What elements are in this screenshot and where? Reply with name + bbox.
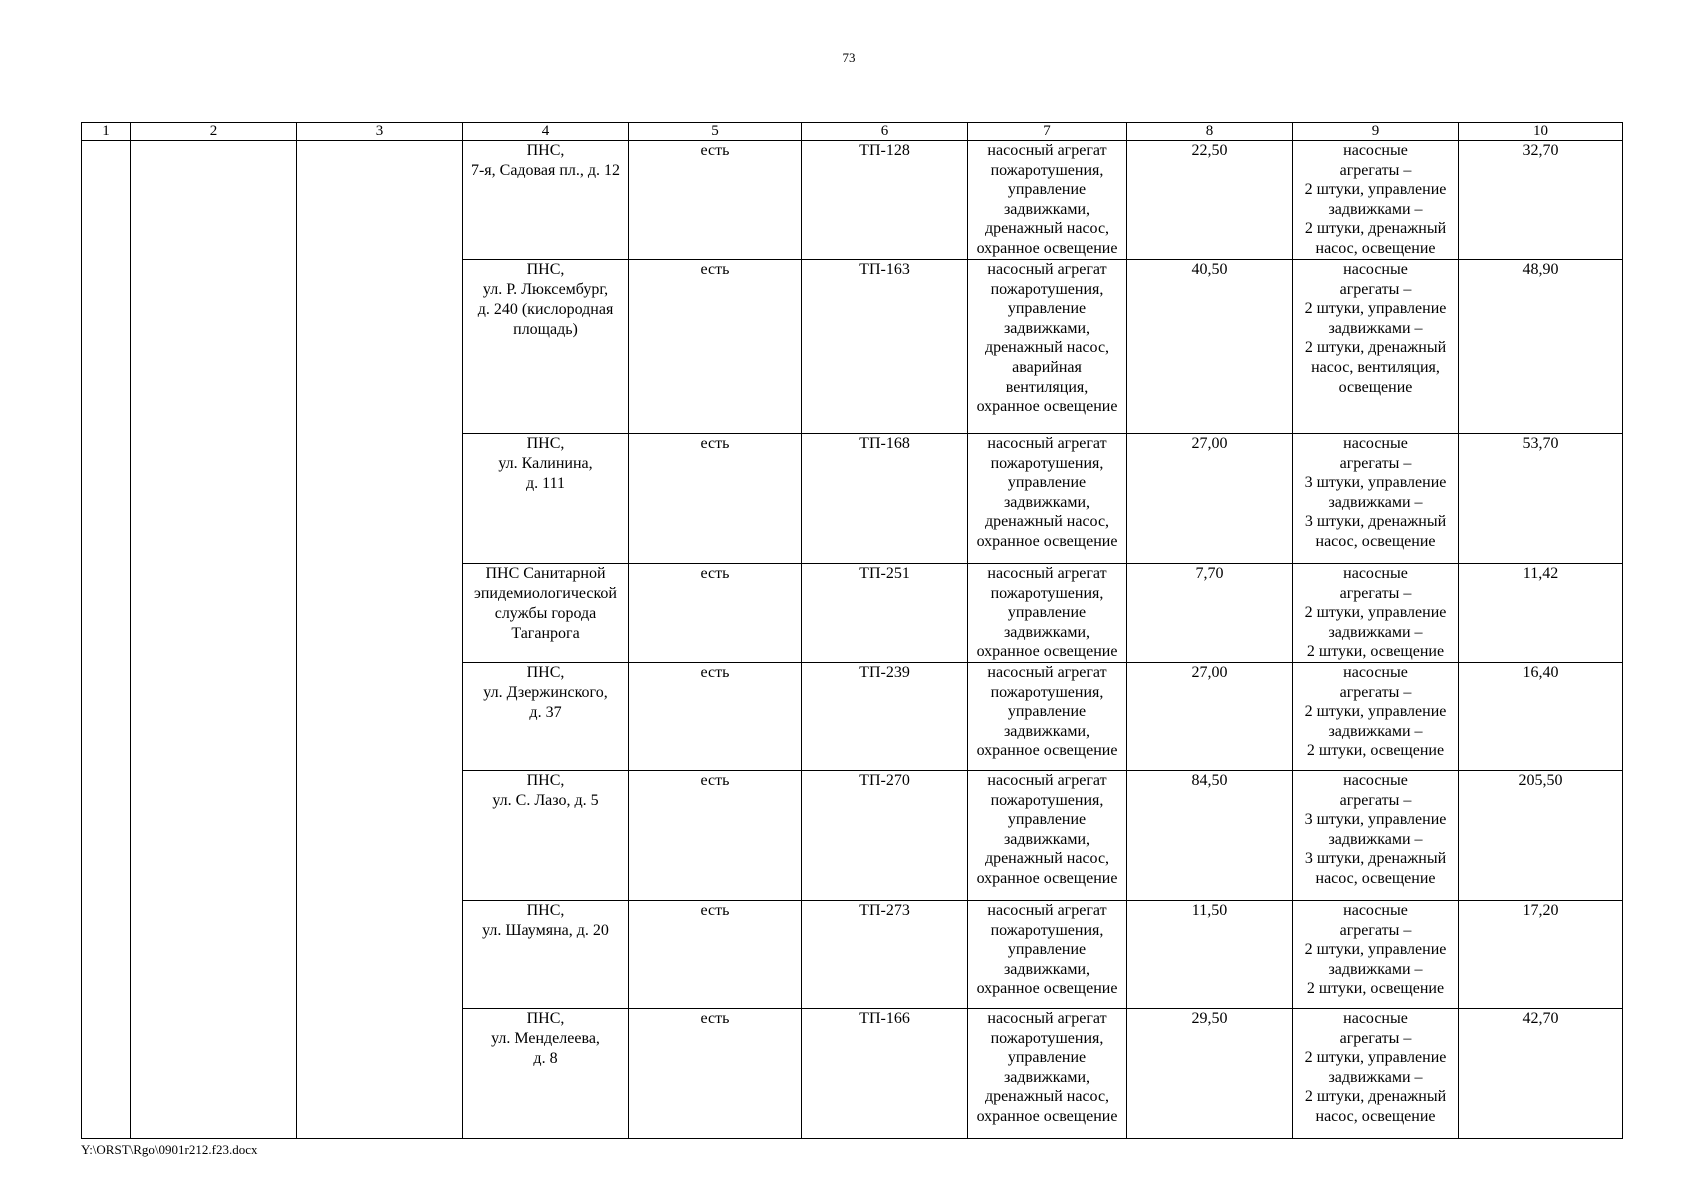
- column-header: 1: [82, 123, 131, 141]
- cell-substation: ТП-128: [802, 141, 968, 260]
- cell-power-1: 27,00: [1127, 663, 1293, 771]
- cell-object: ПНС, 7-я, Садовая пл., д. 12: [463, 141, 629, 260]
- header-row: [82, 123, 1623, 141]
- cell-consumers: насосный агрегат пожаротушения, управление задвижками, дренажный насос, охранное освещение: [968, 1009, 1127, 1139]
- cell-consumers: насосный агрегат пожаротушения, управление задвижками, охранное освещение: [968, 663, 1127, 771]
- cell-substation: ТП-168: [802, 434, 968, 564]
- cell-power-1: 11,50: [1127, 901, 1293, 1009]
- column-header: 7: [968, 123, 1127, 141]
- cell-substation: ТП-239: [802, 663, 968, 771]
- column-header: 8: [1127, 123, 1293, 141]
- cell-power-2: 205,50: [1459, 771, 1623, 901]
- equipment-table: [81, 122, 1623, 1139]
- cell-consumers: насосный агрегат пожаротушения, управление задвижками, дренажный насос, аварийная вентиляция, охранное освещение: [968, 260, 1127, 434]
- cell-power-1: 84,50: [1127, 771, 1293, 901]
- cell-power-2: 48,90: [1459, 260, 1623, 434]
- cell-object: ПНС, ул. Дзержинского, д. 37: [463, 663, 629, 771]
- cell-power-2: 16,40: [1459, 663, 1623, 771]
- cell-power-1: 7,70: [1127, 564, 1293, 663]
- cell-power-2: 17,20: [1459, 901, 1623, 1009]
- cell-object: ПНС, ул. Шаумяна, д. 20: [463, 901, 629, 1009]
- cell-power-1: 22,50: [1127, 141, 1293, 260]
- cell-col-1: [82, 141, 131, 1139]
- column-header: 6: [802, 123, 968, 141]
- cell-present: есть: [629, 434, 802, 564]
- cell-object: ПНС, ул. Менделеева, д. 8: [463, 1009, 629, 1139]
- column-header: 5: [629, 123, 802, 141]
- cell-power-2: 32,70: [1459, 141, 1623, 260]
- column-header: 4: [463, 123, 629, 141]
- cell-object: ПНС, ул. Калинина, д. 111: [463, 434, 629, 564]
- cell-equipment: насосные агрегаты – 2 штуки, управление задвижками – 2 штуки, дренажный насос, освещение: [1293, 141, 1459, 260]
- cell-consumers: насосный агрегат пожаротушения, управление задвижками, дренажный насос, охранное освещение: [968, 771, 1127, 901]
- cell-present: есть: [629, 771, 802, 901]
- cell-substation: ТП-273: [802, 901, 968, 1009]
- cell-substation: ТП-163: [802, 260, 968, 434]
- cell-substation: ТП-270: [802, 771, 968, 901]
- cell-col-3: [297, 141, 463, 1139]
- cell-present: есть: [629, 141, 802, 260]
- cell-equipment: насосные агрегаты – 2 штуки, управление задвижками – 2 штуки, дренажный насос, освещение: [1293, 1009, 1459, 1139]
- cell-equipment: насосные агрегаты – 2 штуки, управление задвижками – 2 штуки, освещение: [1293, 564, 1459, 663]
- cell-substation: ТП-251: [802, 564, 968, 663]
- column-header: 9: [1293, 123, 1459, 141]
- cell-consumers: насосный агрегат пожаротушения, управление задвижками, охранное освещение: [968, 564, 1127, 663]
- cell-equipment: насосные агрегаты – 3 штуки, управление задвижками – 3 штуки, дренажный насос, освещение: [1293, 434, 1459, 564]
- cell-power-1: 27,00: [1127, 434, 1293, 564]
- cell-substation: ТП-166: [802, 1009, 968, 1139]
- cell-consumers: насосный агрегат пожаротушения, управление задвижками, дренажный насос, охранное освещение: [968, 434, 1127, 564]
- cell-present: есть: [629, 1009, 802, 1139]
- cell-equipment: насосные агрегаты – 2 штуки, управление задвижками – 2 штуки, освещение: [1293, 901, 1459, 1009]
- cell-present: есть: [629, 663, 802, 771]
- cell-equipment: насосные агрегаты – 3 штуки, управление задвижками – 3 штуки, дренажный насос, освещение: [1293, 771, 1459, 901]
- cell-object: ПНС Санитарной эпидемиологической службы города Таганрога: [463, 564, 629, 663]
- column-header: 2: [131, 123, 297, 141]
- cell-equipment: насосные агрегаты – 2 штуки, управление задвижками – 2 штуки, освещение: [1293, 663, 1459, 771]
- cell-present: есть: [629, 260, 802, 434]
- column-header: 10: [1459, 123, 1623, 141]
- column-header: 3: [297, 123, 463, 141]
- cell-power-1: 40,50: [1127, 260, 1293, 434]
- cell-present: есть: [629, 901, 802, 1009]
- cell-equipment: насосные агрегаты – 2 штуки, управление задвижками – 2 штуки, дренажный насос, вентиляция, освещение: [1293, 260, 1459, 434]
- footer-file-path: Y:\ORST\Rgo\0901r212.f23.docx: [81, 1142, 258, 1157]
- cell-object: ПНС, ул. С. Лазо, д. 5: [463, 771, 629, 901]
- page-number: 73: [842, 50, 856, 65]
- cell-object: ПНС, ул. Р. Люксембург, д. 240 (кислородная площадь): [463, 260, 629, 434]
- cell-power-2: 42,70: [1459, 1009, 1623, 1139]
- cell-present: есть: [629, 564, 802, 663]
- cell-consumers: насосный агрегат пожаротушения, управление задвижками, дренажный насос, охранное освещение: [968, 141, 1127, 260]
- cell-col-2: [131, 141, 297, 1139]
- cell-power-1: 29,50: [1127, 1009, 1293, 1139]
- table-row: [82, 141, 1623, 260]
- cell-power-2: 53,70: [1459, 434, 1623, 564]
- cell-power-2: 11,42: [1459, 564, 1623, 663]
- cell-consumers: насосный агрегат пожаротушения, управление задвижками, охранное освещение: [968, 901, 1127, 1009]
